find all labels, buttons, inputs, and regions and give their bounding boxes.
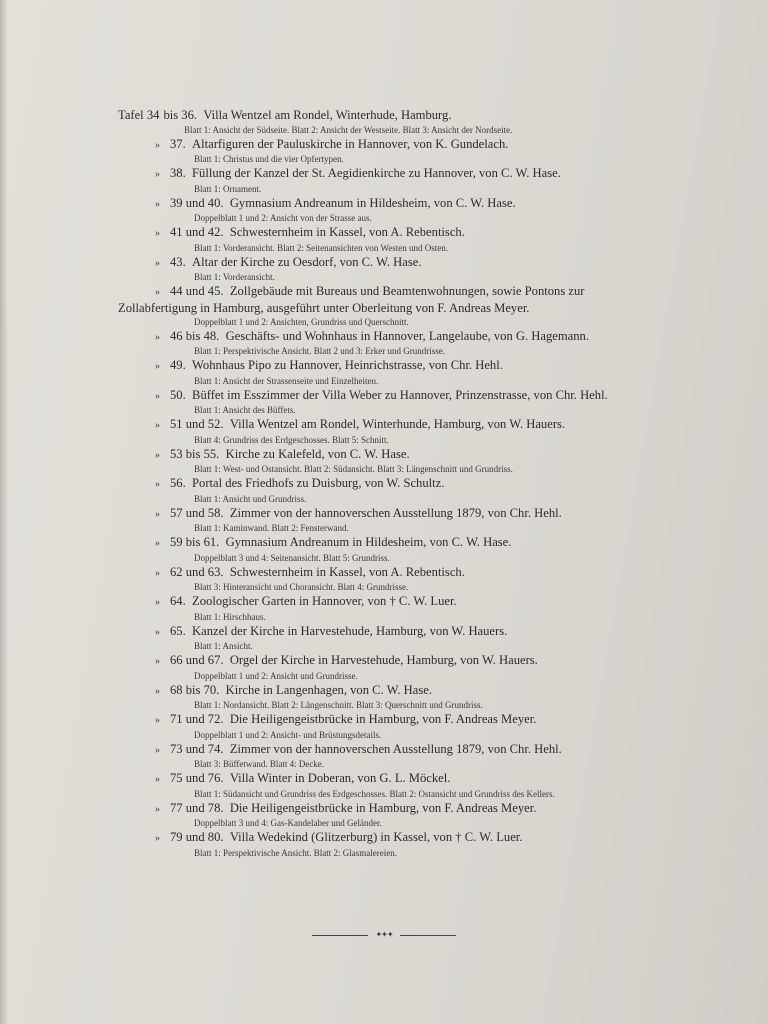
- plate-number: 50.: [170, 387, 186, 402]
- ditto-mark: »: [155, 774, 160, 785]
- plate-number: 79 und 80.: [170, 830, 224, 844]
- toc-entry-line: [118, 683, 686, 700]
- entry-sheet-list: Blatt 1: Kaminwand. Blatt 2: Fensterwand.: [194, 523, 349, 533]
- entry-title: Schwesternheim in Kassel, von A. Rebentisch.: [229, 564, 465, 579]
- ditto-mark: »: [155, 287, 160, 298]
- entry-title: Die Heiligengeistbrücke in Hamburg, von F. Andreas Meyer.: [229, 800, 537, 815]
- plate-number: 65.: [170, 623, 186, 638]
- entry-sheet-list: Blatt 1: Perspektivische Ansicht. Blatt 2 und 3: Erker und Grundrisse.: [194, 346, 445, 356]
- ditto-mark: »: [155, 228, 160, 239]
- entry-title: Zollgebäude mit Bureaus und Beamtenwohnungen, sowie Pontons zur: [229, 284, 585, 298]
- entry-title: Gymnasium Andreanum in Hildesheim, von C. W. Hase.: [229, 195, 516, 210]
- plate-number: 44 und 45.: [170, 284, 224, 298]
- toc-entry-line: [118, 594, 686, 611]
- entry-sheet-list: Blatt 1: Ansicht.: [194, 641, 253, 651]
- end-ornament: [312, 931, 456, 939]
- plate-number: 41 und 42.: [170, 225, 224, 239]
- plate-number: 68 bis 70.: [170, 682, 220, 697]
- toc-entry: [118, 742, 686, 771]
- plate-number: 51 und 52.: [170, 417, 224, 431]
- entry-sheet-list: Doppelblatt 1 und 2: Ansicht- und Brüstungsdetails.: [194, 729, 382, 740]
- entry-sheet-list: Doppelblatt 3 und 4: Seitenansicht. Blatt 5: Grundriss.: [194, 552, 390, 563]
- toc-entry: [118, 255, 686, 284]
- plate-number: 57 und 58.: [170, 505, 224, 520]
- toc-entry: [118, 476, 686, 505]
- entry-title: Büffet im Esszimmer der Villa Weber zu Hannover, Prinzenstrasse, von Chr. Hehl.: [192, 387, 608, 402]
- entry-title: Villa Winter in Doberan, von G. L. Möckel.: [229, 771, 451, 785]
- entry-title: Altar der Kirche zu Oesdorf, von C. W. Hase.: [192, 254, 422, 269]
- toc-entry: [118, 284, 686, 328]
- toc-entry: [118, 535, 686, 564]
- entry-title: Portal des Friedhofs zu Duisburg, von W. Schultz.: [192, 476, 445, 490]
- entry-sheet-list: Doppelblatt 1 und 2: Ansicht von der Strasse aus.: [194, 213, 372, 223]
- entry-title: Schwesternheim in Kassel, von A. Rebentisch.: [229, 225, 465, 239]
- toc-entry: [118, 801, 686, 830]
- plate-number: 43.: [170, 254, 186, 269]
- entry-sheet-list: Blatt 1: Südansicht und Grundriss des Erdgeschosses. Blatt 2: Ostansicht und Grundriss des Kellers.: [194, 788, 555, 799]
- entry-title: Füllung der Kanzel der St. Aegidienkirche zu Hannover, von C. W. Hase.: [192, 166, 561, 180]
- table-of-contents: [118, 108, 686, 860]
- ditto-mark: »: [155, 715, 160, 726]
- plate-number: 75 und 76.: [170, 771, 224, 785]
- toc-entry-line: [118, 565, 686, 582]
- toc-entry-line: [118, 447, 686, 464]
- ditto-mark: »: [155, 257, 160, 269]
- entry-title: Villa Wentzel am Rondel, Winterhude, Hamburg.: [203, 108, 452, 122]
- toc-entry: [118, 683, 686, 712]
- plate-number: bis 36.: [163, 108, 198, 122]
- ditto-mark: »: [155, 331, 160, 343]
- ornament-rule-left: [312, 935, 368, 936]
- tafel-label: Tafel 34: [118, 108, 160, 122]
- toc-entry: [118, 108, 686, 136]
- ditto-mark: »: [155, 538, 160, 549]
- toc-entry-line: [118, 771, 686, 788]
- plate-number: 59 bis 61.: [170, 535, 220, 549]
- entry-sheet-list: Blatt 3: Hinteransicht und Choransicht. Blatt 4: Grundrisse.: [194, 582, 409, 592]
- toc-entry-line: [118, 284, 686, 301]
- ditto-mark: »: [155, 833, 160, 844]
- entry-title: Kanzel der Kirche in Harvestehude, Hamburg, von W. Hauers.: [192, 623, 508, 638]
- ditto-mark: »: [155, 420, 160, 431]
- entry-sheet-list: Blatt 4: Grundriss des Erdgeschosses. Blatt 5: Schnitt.: [194, 434, 389, 445]
- toc-entry: [118, 196, 686, 225]
- toc-entry-line: [118, 506, 686, 523]
- plate-number: 66 und 67.: [170, 653, 224, 667]
- toc-entry-line: [118, 653, 686, 670]
- plate-number: 53 bis 55.: [170, 446, 220, 461]
- plate-number: 73 und 74.: [170, 741, 224, 756]
- entry-sheet-list: Blatt 1: Ansicht der Südseite. Blatt 2: Ansicht der Westseite. Blatt 3: Ansicht der Nordseite.: [184, 124, 513, 135]
- entry-title: Zimmer von der hannoverschen Ausstellung 1879, von Chr. Hehl.: [229, 505, 562, 520]
- toc-entry-line: [118, 476, 686, 493]
- plate-number: 77 und 78.: [170, 800, 224, 815]
- toc-entry-line: [118, 137, 686, 154]
- entry-title: Die Heiligengeistbrücke in Hamburg, von F. Andreas Meyer.: [229, 712, 537, 726]
- plate-number: 56.: [170, 476, 186, 490]
- entry-title-continuation: Zollabfertigung in Hamburg, ausgeführt unter Oberleitung von F. Andreas Meyer.: [118, 300, 530, 315]
- toc-entry: [118, 624, 686, 653]
- toc-entry: [118, 506, 686, 535]
- ditto-mark: »: [155, 685, 160, 697]
- plate-number: 46 bis 48.: [170, 328, 220, 343]
- entry-sheet-list: Blatt 1: Ansicht und Grundriss.: [194, 493, 307, 504]
- toc-entry: [118, 653, 686, 682]
- ornament-rule-right: [400, 935, 456, 936]
- entry-sheet-list: Doppelblatt 3 und 4: Gas-Kandelaber und Geländer.: [194, 818, 382, 828]
- page-edge-shadow: [0, 0, 8, 1024]
- toc-entry-line: [118, 830, 686, 847]
- entry-title: Wohnhaus Pipo zu Hannover, Heinrichstrasse, von Chr. Hehl.: [192, 358, 503, 372]
- toc-entry-line: [118, 108, 686, 124]
- entry-title: Kirche in Langenhagen, von C. W. Hase.: [225, 682, 432, 697]
- plate-number: 37.: [170, 136, 186, 151]
- toc-entry: [118, 166, 686, 195]
- plate-number: 39 und 40.: [170, 195, 224, 210]
- entry-sheet-list: Doppelblatt 1 und 2: Ansicht und Grundrisse.: [194, 670, 358, 681]
- ditto-mark: »: [155, 449, 160, 461]
- toc-entry: [118, 329, 686, 358]
- toc-entry: [118, 712, 686, 741]
- toc-entry: [118, 358, 686, 387]
- entry-title: Villa Wedekind (Glitzerburg) in Kassel, von † C. W. Luer.: [229, 830, 523, 844]
- toc-entry: [118, 565, 686, 594]
- ditto-mark: »: [155, 744, 160, 756]
- entry-sheet-list: Blatt 3: Büffetwand. Blatt 4: Decke.: [194, 759, 325, 769]
- entry-title: Orgel der Kirche in Harvestehude, Hamburg, von W. Hauers.: [229, 653, 538, 667]
- ditto-mark: »: [155, 508, 160, 520]
- ditto-mark: »: [155, 139, 160, 151]
- entry-sheet-list: Blatt 1: Vorderansicht. Blatt 2: Seitenansichten von Westen und Osten.: [194, 242, 448, 253]
- entry-sheet-list: Doppelblatt 1 und 2: Ansichten, Grundriss und Querschnitt.: [194, 316, 409, 327]
- toc-entry-line: [118, 225, 686, 242]
- entry-title: Kirche zu Kalefeld, von C. W. Hase.: [225, 446, 410, 461]
- toc-entry-line: [118, 624, 686, 641]
- entry-sheet-list: Blatt 1: Perspektivische Ansicht. Blatt 2: Glasmalereien.: [194, 847, 397, 858]
- toc-entry-line: [118, 255, 686, 272]
- toc-entry: [118, 388, 686, 417]
- entry-title: Zimmer von der hannoverschen Ausstellung 1879, von Chr. Hehl.: [229, 741, 562, 756]
- ditto-mark: »: [155, 390, 160, 402]
- entry-sheet-list: Blatt 1: West- und Ostansicht. Blatt 2: Südansicht. Blatt 3: Längenschnitt und Grundriss.: [194, 464, 513, 474]
- toc-entry-line: [118, 329, 686, 346]
- entry-sheet-list: Blatt 1: Nordansicht. Blatt 2: Längenschnitt. Blatt 3: Querschnitt und Grundriss.: [194, 700, 483, 710]
- ditto-mark: »: [155, 626, 160, 638]
- plate-number: 49.: [170, 358, 186, 372]
- toc-entry: [118, 830, 686, 859]
- ditto-mark: »: [155, 656, 160, 667]
- entry-sheet-list: Blatt 1: Hirschhaus.: [194, 611, 266, 622]
- toc-entry: [118, 417, 686, 446]
- ditto-mark: »: [155, 479, 160, 490]
- toc-entry-line: [118, 417, 686, 434]
- ditto-mark: »: [155, 361, 160, 372]
- toc-entry: [118, 594, 686, 623]
- entry-sheet-list: Blatt 1: Vorderansicht.: [194, 272, 275, 282]
- entry-sheet-list: Blatt 1: Ansicht des Büffets.: [194, 405, 296, 415]
- entry-title: Altarfiguren der Pauluskirche in Hannover, von K. Gundelach.: [192, 136, 509, 151]
- entry-title: Zoologischer Garten in Hannover, von † C. W. Luer.: [192, 594, 457, 608]
- toc-entry-line: [118, 388, 686, 405]
- entry-sheet-list: Blatt 1: Christus und die vier Opfertypen.: [194, 154, 344, 164]
- toc-entry: [118, 137, 686, 166]
- ditto-mark: »: [155, 597, 160, 608]
- plate-number: 62 und 63.: [170, 564, 224, 579]
- toc-entry: [118, 771, 686, 800]
- entry-sheet-list: Blatt 1: Ansicht der Strassenseite und Einzelheiten.: [194, 375, 379, 386]
- toc-entry-line: [118, 801, 686, 818]
- plate-number: 64.: [170, 594, 186, 608]
- toc-entry: [118, 225, 686, 254]
- entry-title: Villa Wentzel am Rondel, Winterhunde, Hamburg, von W. Hauers.: [229, 417, 566, 431]
- ditto-mark: »: [155, 198, 160, 210]
- toc-entry: [118, 447, 686, 476]
- toc-entry-line: [118, 196, 686, 213]
- toc-entry-line: [118, 535, 686, 552]
- ditto-mark: »: [155, 169, 160, 180]
- ditto-mark: »: [155, 567, 160, 579]
- plate-number: 38.: [170, 166, 186, 180]
- entry-title: Geschäfts- und Wohnhaus in Hannover, Langelaube, von G. Hagemann.: [225, 328, 590, 343]
- toc-entry-line: [118, 358, 686, 375]
- toc-entry-line: [118, 712, 686, 729]
- toc-entry-line: [118, 742, 686, 759]
- entry-title: Gymnasium Andreanum in Hildesheim, von C. W. Hase.: [225, 535, 512, 549]
- toc-entry-line: [118, 166, 686, 183]
- ditto-mark: »: [155, 803, 160, 815]
- entry-sheet-list: Blatt 1: Ornament.: [194, 183, 262, 194]
- ornament-center: ✦✦✦: [375, 930, 393, 939]
- plate-number: 71 und 72.: [170, 712, 224, 726]
